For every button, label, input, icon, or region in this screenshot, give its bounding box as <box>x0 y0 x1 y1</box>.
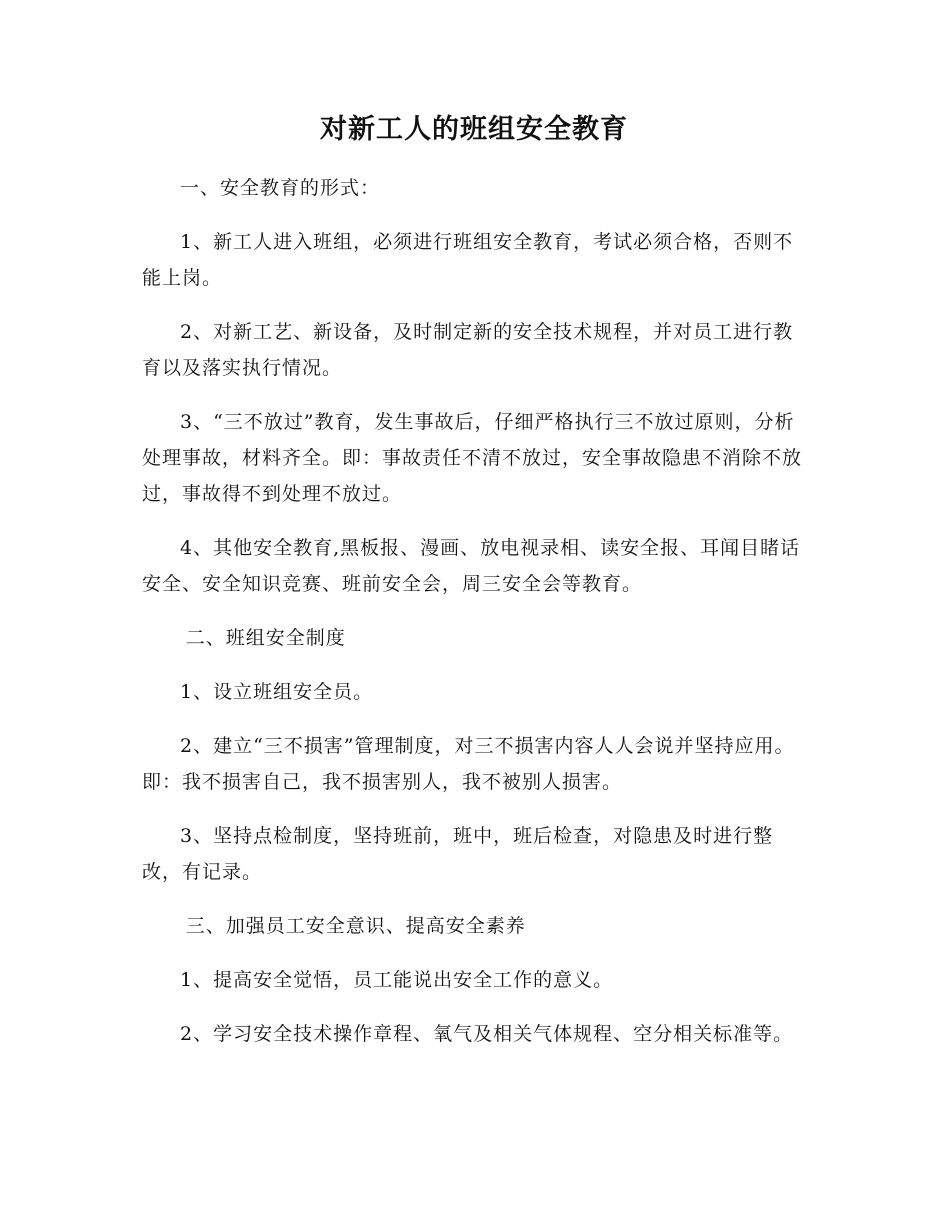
section-1-item-1: 1、新工人进入班组，必须进行班组安全教育，考试必须合格，否则不能上岗。 <box>142 231 794 289</box>
section-heading-1: 一、安全教育的形式： <box>180 177 381 199</box>
section-3-item-1: 1、提高安全觉悟，员工能说出安全工作的意义。 <box>180 969 614 991</box>
section-1-item-4: 4、其他安全教育,黑板报、漫画、放电视录相、读安全报、耳闻目睹话安全、安全知识竞赛、班前安全会，周三安全会等教育。 <box>142 537 801 595</box>
document-title: 对新工人的班组安全教育 <box>320 114 628 145</box>
section-3-item-2: 2、学习安全技术操作章程、氧气及相关气体规程、空分相关标准等。 <box>180 1023 794 1045</box>
section-1-item-2: 2、对新工艺、新设备，及时制定新的安全技术规程，并对员工进行教育以及落实执行情况。 <box>142 321 794 379</box>
section-2-item-2: 2、建立“三不损害”管理制度，对三不损害内容人人会说并坚持应用。即：我不损害自己，我不损害别人，我不被别人损害。 <box>142 735 795 793</box>
document-page <box>142 110 806 1070</box>
section-2-item-3: 3、坚持点检制度，坚持班前，班中，班后检查，对隐患及时进行整改，有记录。 <box>142 825 774 883</box>
section-heading-2: 二、班组安全制度 <box>185 627 346 649</box>
section-heading-3: 三、加强员工安全意识、提高安全素养 <box>185 915 526 937</box>
section-2-item-1: 1、设立班组安全员。 <box>180 681 374 703</box>
section-1-item-3: 3、“三不放过”教育，发生事故后，仔细严格执行三不放过原则，分析处理事故，材料齐全。即：事故责任不清不放过，安全事故隐患不消除不放过，事故得不到处理不放过。 <box>142 411 803 505</box>
